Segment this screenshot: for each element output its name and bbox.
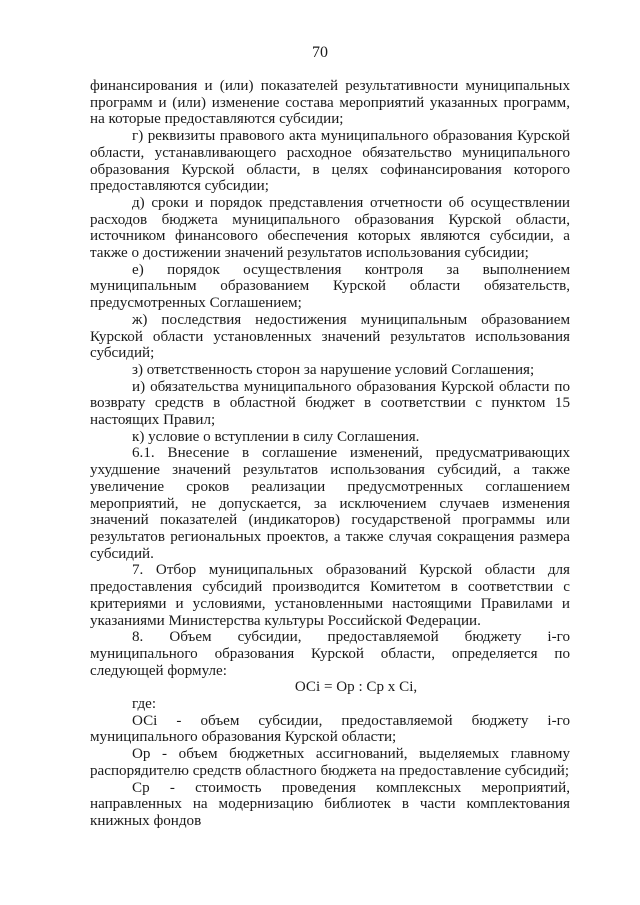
document-body [90, 78, 570, 830]
paragraph-item-g: г) реквизиты правового акта муниципального образования Курской области, устанавливающего расходное обязательство муниципального образования Курской области, в целях софинансирования которого предоставляются субсидии; [90, 128, 570, 195]
definition-cp: Ср - стоимость проведения комплексных мероприятий, направленных на модернизацию библиотек в части комплектования книжных фондов [90, 779, 570, 829]
paragraph-item-i: и) обязательства муниципального образования Курской области по возврату средств в областной бюджет в соответствии с пунктом 15 настоящих Правил; [90, 378, 570, 429]
subsidy-formula: ОСi = Ор : Ср х Сi, [294, 679, 418, 696]
paragraph-6-1: 6.1. Внесение в соглашение изменений, предусматривающих ухудшение значений результатов использования субсидий, а также увеличение сроков реализации предусмотренных соглашением мероприятий, не допускается, за исключением случаев изменения значений показателей (индикаторов) государственой программы или результатов региональных проектов, а также случая сокращения размера субсидий. [90, 445, 570, 562]
paragraph-item-z: з) ответственность сторон за нарушение условий Соглашения; [132, 361, 535, 378]
paragraph-item-d: д) сроки и порядок представления отчетности об осуществлении расходов бюджета муниципального образования Курской области, источником финансового обеспечения которых являются субсидии, а также о достижении значений результатов использования субсидии; [90, 194, 570, 262]
paragraph-7: 7. Отбор муниципальных образований Курской области для предоставления субсидий производится Комитетом в соответствии с критериями и условиями, установленными настоящими Правилами и указаниями Министерства культуры Российской Федерации. [90, 562, 570, 629]
paragraph-item-k: к) условие о вступлении в силу Соглашения. [132, 428, 420, 445]
definition-oci: ОСi - объем субсидии, предоставляемой бюджету i-го муниципального образования Курской области; [90, 712, 570, 746]
paragraph-8: 8. Объем субсидии, предоставляемой бюджету i-го муниципального образования Курской области, определяется по следующей формуле: [90, 629, 570, 679]
paragraph-item-zh: ж) последствия недостижения муниципальным образованием Курской области установленных значений результатов использования субсидий; [90, 311, 570, 362]
where-label: где: [132, 696, 157, 713]
page-number: 70 [312, 44, 328, 61]
paragraph-item-e: е) порядок осуществления контроля за выполнением муниципальным образованием Курской области обязательств, предусмотренных Соглашением; [90, 261, 570, 312]
definition-op: Ор - объем бюджетных ассигнований, выделяемых главному распорядителю средств областного бюджета на предоставление субсидий; [90, 746, 570, 779]
paragraph-intro: финансирования и (или) показателей результативности муниципальных программ и (или) изменение состава мероприятий указанных программ, на которые предоставляются субсидии; [90, 78, 570, 128]
